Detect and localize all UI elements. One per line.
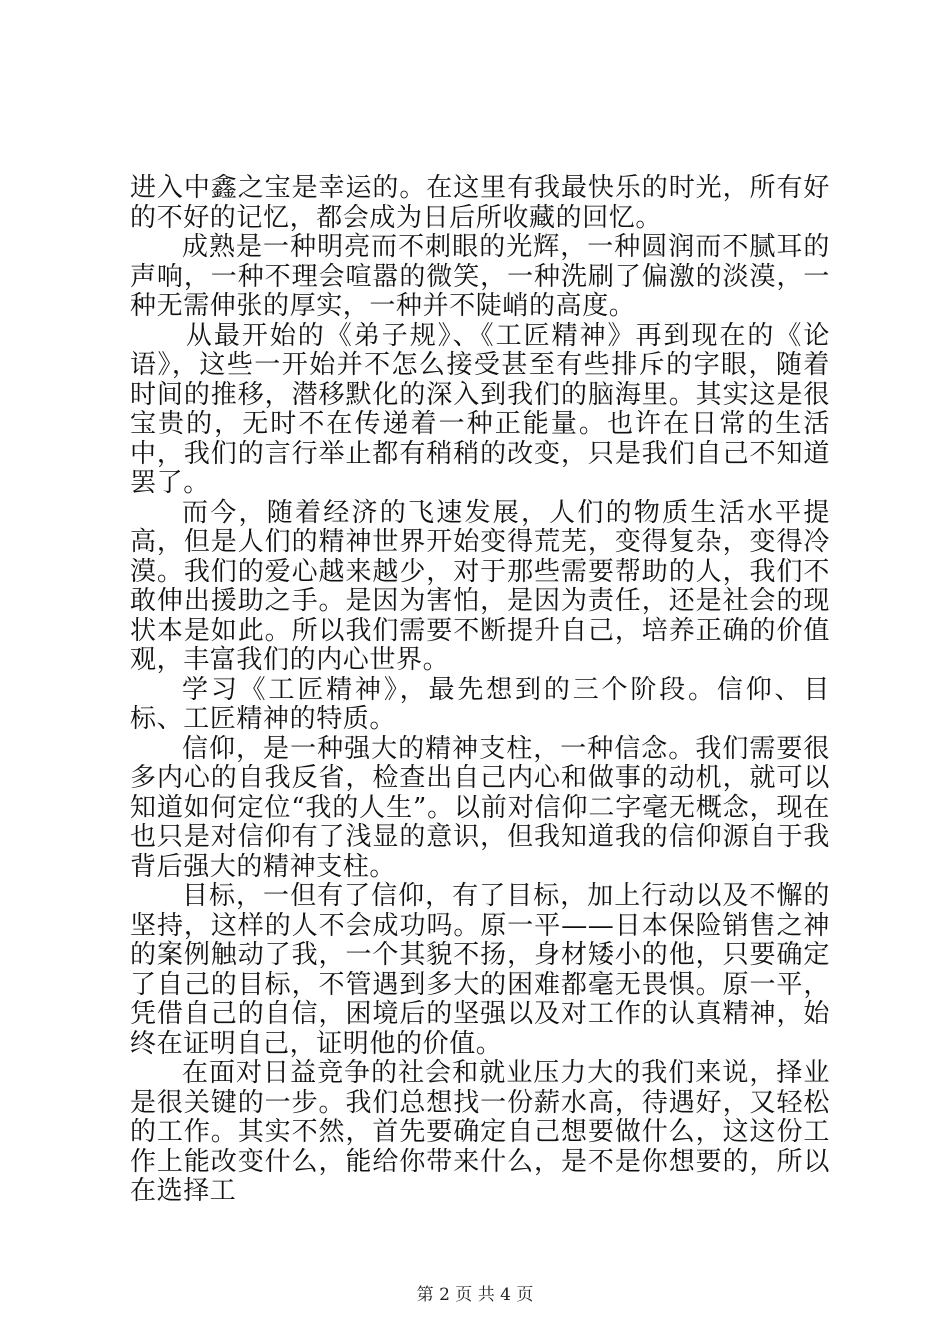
paragraph-2: 成熟是一种明亮而不刺眼的光辉，一种圆润而不腻耳的声响，一种不理会喧嚣的微笑，一种洗刷了偏激的淡漠，一种无需伸张的厚实，一种并不陡峭的高度。	[130, 232, 830, 321]
paragraph-6: 信仰，是一种强大的精神支柱，一种信念。我们需要很多内心的自我反省，检查出自己内心和做事的动机，就可以知道如何定位“我的人生”。以前对信仰二字毫无概念，现在也只是对信仰有了浅显的意识，但我知道我的信仰源自于我背后强大的精神支柱。	[130, 733, 830, 882]
paragraph-3: 从最开始的《弟子规》、《工匠精神》再到现在的《论语》，这些一开始并不怎么接受甚至有些排斥的字眼，随着时间的推移，潜移默化的深入到我们的脑海里。其实这是很宝贵的，无时不在传递着一种正能量。也许在日常的生活中，我们的言行举止都有稍稍的改变，只是我们自己不知道罢了。	[130, 320, 830, 498]
page-footer: 第 2 页 共 4 页	[416, 1285, 534, 1305]
document-body	[130, 174, 830, 1207]
paragraph-4: 而今，随着经济的飞速发展，人们的物质生活水平提高，但是人们的精神世界开始变得荒芜，变得复杂，变得冷漠。我们的爱心越来越少，对于那些需要帮助的人，我们不敢伸出援助之手。是因为害怕，是因为责任，还是社会的现状本是如此。所以我们需要不断提升自己，培养正确的价值观，丰富我们的内心世界。	[130, 497, 830, 675]
paragraph-7: 目标，一但有了信仰，有了目标，加上行动以及不懈的坚持，这样的人不会成功吗。原一平——日本保险销售之神的案例触动了我，一个其貌不扬，身材矮小的他，只要确定了自己的目标，不管遇到多大的困难都毫无畏惧。原一平，凭借自己的自信，困境后的坚强以及对工作的认真精神，始终在证明自己，证明他的价值。	[130, 881, 830, 1059]
paragraph-1: 进入中鑫之宝是幸运的。在这里有我最快乐的时光，所有好的不好的记忆，都会成为日后所收藏的回忆。	[130, 173, 830, 233]
paragraph-8: 在面对日益竞争的社会和就业压力大的我们来说，择业是很关键的一步。我们总想找一份薪水高，待遇好，又轻松的工作。其实不然，首先要确定自己想要做什么，这这份工作上能改变什么，能给你带来什么，是不是你想要的，所以在选择工	[130, 1058, 830, 1206]
paragraph-5: 学习《工匠精神》，最先想到的三个阶段。信仰、目标、工匠精神的特质。	[130, 674, 830, 734]
